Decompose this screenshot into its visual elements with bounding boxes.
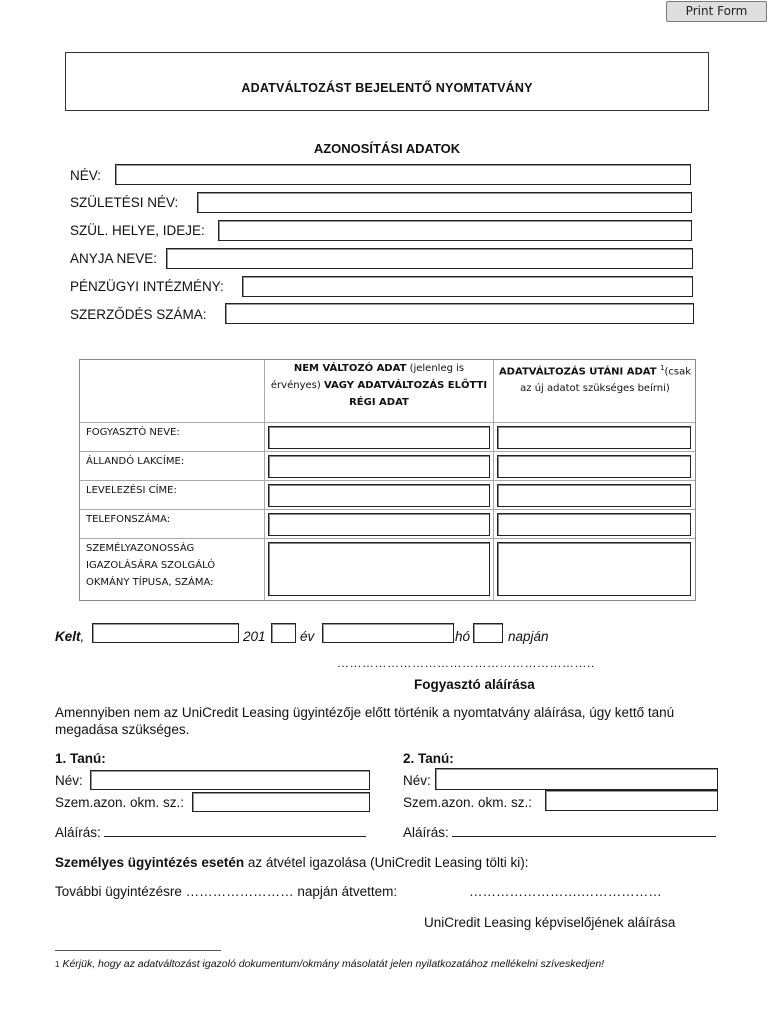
old-phone-input[interactable] bbox=[268, 513, 490, 536]
further-admin-text: További ügyintézésre …………………… napján átvettem: bbox=[55, 884, 398, 899]
section-title: AZONOSÍTÁSI ADATOK bbox=[313, 141, 461, 156]
data-change-table bbox=[79, 359, 696, 601]
institution-input[interactable] bbox=[242, 276, 693, 297]
new-phone-input[interactable] bbox=[497, 513, 691, 536]
consumer-signature-line: …………………………………………………….. bbox=[337, 656, 595, 670]
row-phone-label: TELEFONSZÁMA: bbox=[86, 514, 171, 525]
old-id-document-input[interactable] bbox=[268, 542, 490, 596]
witness1-id-label: Szem.azon. okm. sz.: bbox=[55, 795, 185, 810]
print-form-button[interactable]: Print Form bbox=[666, 1, 767, 22]
date-year-prefix: 201 bbox=[243, 629, 266, 644]
name-label: NÉV: bbox=[70, 168, 102, 183]
date-ho-label: hó bbox=[455, 629, 471, 644]
birth-place-date-label: SZÜL. HELYE, IDEJE: bbox=[70, 223, 205, 238]
footnote-divider bbox=[55, 950, 221, 951]
birth-place-date-input[interactable] bbox=[218, 220, 692, 241]
new-consumer-name-input[interactable] bbox=[497, 426, 691, 449]
witness2-name-label: Név: bbox=[403, 773, 431, 788]
personal-admin-text: Személyes ügyintézés esetén az átvétel igazolása (UniCredit Leasing tölti ki): bbox=[55, 855, 529, 870]
witness2-id-input[interactable] bbox=[545, 790, 718, 811]
witness2-id-label: Szem.azon. okm. sz.: bbox=[403, 795, 533, 810]
old-mailing-input[interactable] bbox=[268, 484, 490, 507]
date-napjan-label: napján bbox=[508, 629, 549, 644]
mother-name-input[interactable] bbox=[166, 248, 693, 269]
institution-label: PÉNZÜGYI INTÉZMÉNY: bbox=[70, 279, 224, 294]
footnote: 1 Kérjük, hogy az adatváltozást igazoló dokumentum/okmány másolatát jelen nyilatkozatához mellékelni szíveskedjen! bbox=[55, 958, 605, 970]
witness2-sign-label: Aláírás: bbox=[403, 825, 449, 840]
representative-signature-line: …………………….……………… bbox=[469, 884, 662, 899]
contract-number-label: SZERZŐDÉS SZÁMA: bbox=[70, 307, 207, 322]
row-mailing-label: LEVELEZÉSI CÍME: bbox=[86, 485, 177, 496]
row-consumer-name-label: FOGYASZTÓ NEVE: bbox=[86, 427, 180, 438]
witness-notice-line1: Amennyiben nem az UniCredit Leasing ügyintézője előtt történik a nyomtatvány aláírása, úgy kettő tanú bbox=[55, 705, 675, 720]
witness1-sign-label: Aláírás: bbox=[55, 825, 101, 840]
new-address-input[interactable] bbox=[497, 455, 691, 478]
witness1-name-input[interactable] bbox=[90, 770, 370, 790]
witness2-sign-line[interactable] bbox=[452, 836, 716, 837]
date-day-input[interactable] bbox=[473, 623, 503, 643]
contract-number-input[interactable] bbox=[225, 303, 694, 324]
old-data-header: NEM VÁLTOZÓ ADAT (jelenleg is érvényes) VAGY ADATVÁLTOZÁS ELŐTTI RÉGI ADAT bbox=[270, 363, 488, 408]
date-year-input[interactable] bbox=[271, 623, 296, 643]
row-address-label: ÁLLANDÓ LAKCÍME: bbox=[86, 456, 185, 467]
birth-name-input[interactable] bbox=[197, 192, 692, 213]
representative-signature-label: UniCredit Leasing képviselőjének aláírása bbox=[424, 915, 676, 930]
new-data-header: ADATVÁLTOZÁS UTÁNI ADAT $^1$(csak az új adatot szükséges beírni) bbox=[498, 364, 692, 395]
witness1-name-label: Név: bbox=[55, 773, 83, 788]
row-id-document-label: SZEMÉLYAZONOSSÁG IGAZOLÁSÁRA SZOLGÁLÓ OKMÁNY TÍPUSA, SZÁMA: bbox=[86, 543, 216, 588]
mother-name-label: ANYJA NEVE: bbox=[70, 251, 158, 266]
witness1-id-input[interactable] bbox=[192, 792, 370, 812]
consumer-signature-label: Fogyasztó aláírása bbox=[414, 677, 535, 692]
form-title: ADATVÁLTOZÁST BEJELENTŐ NYOMTATVÁNY bbox=[241, 81, 533, 95]
birth-name-label: SZÜLETÉSI NÉV: bbox=[70, 195, 179, 210]
witness1-title: 1. Tanú: bbox=[55, 751, 106, 766]
witness2-title: 2. Tanú: bbox=[403, 751, 454, 766]
date-month-input[interactable] bbox=[322, 623, 454, 643]
date-kelt-label: Kelt, bbox=[55, 629, 85, 644]
name-input[interactable] bbox=[115, 164, 691, 185]
date-ev-label: év bbox=[300, 629, 315, 644]
new-id-document-input[interactable] bbox=[497, 542, 691, 596]
old-consumer-name-input[interactable] bbox=[268, 426, 490, 449]
date-place-input[interactable] bbox=[92, 623, 239, 643]
witness-notice-line2: megadása szükséges. bbox=[55, 722, 190, 737]
witness2-name-input[interactable] bbox=[435, 768, 718, 790]
old-address-input[interactable] bbox=[268, 455, 490, 478]
new-mailing-input[interactable] bbox=[497, 484, 691, 507]
witness1-sign-line[interactable] bbox=[104, 836, 366, 837]
